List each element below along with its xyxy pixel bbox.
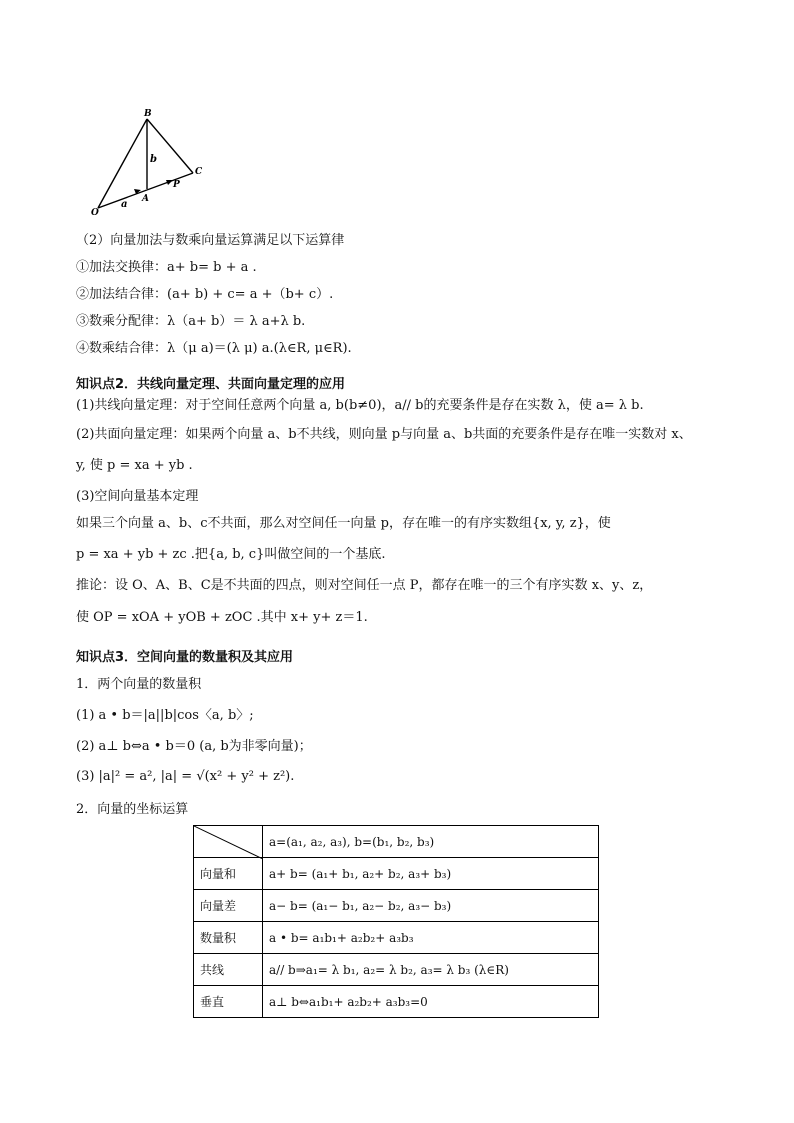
table-row-label: 共线 (194, 954, 263, 986)
kp2-line7: 使 OP = xOA + yOB + zOC .其中 x+ y+ z＝1. (76, 610, 368, 625)
label-O: O (91, 208, 99, 218)
kp3-sub1: 1．两个向量的数量积 (76, 677, 202, 692)
kp3-title: 知识点3．空间向量的数量积及其应用 (76, 650, 294, 665)
law-item-2: ②加法结合律：(a+ b) + c= a +（b+ c）. (76, 287, 334, 302)
arrow-AP (166, 180, 173, 185)
table-row-label: 向量差 (194, 890, 263, 922)
table-row-formula: a • b= a₁b₁+ a₂b₂+ a₃b₃ (263, 922, 599, 954)
table-row (194, 986, 599, 1018)
table-row-formula: a⊥ b⇔a₁b₁+ a₂b₂+ a₃b₃=0 (263, 986, 599, 1018)
kp2-line2a: (2)共面向量定理：如果两个向量 a、b不共线，则向量 p与向量 a、b共面的充要条件是存在唯一实数对 x、 (76, 427, 692, 442)
label-b: b (150, 154, 157, 165)
law-item-4: ④数乘结合律：λ（μ a)＝(λ μ) a.(λ∈R, μ∈R). (76, 341, 352, 356)
label-A: A (142, 194, 149, 204)
kp3-formula-2: (2) a⊥ b⇔a • b＝0 (a, b为非零向量)； (76, 739, 312, 754)
table-row-label: 数量积 (194, 922, 263, 954)
kp2-line2b: y, 使 p = xa + yb . (76, 458, 193, 473)
table-row (194, 954, 599, 986)
kp3-formula-3: (3) |a|² = a², |a| = √(x² + y² + z²). (76, 769, 295, 784)
coordinate-operations-table (193, 825, 599, 1018)
table-row-label: 垂直 (194, 986, 263, 1018)
kp2-line6: 推论：设 O、A、B、C是不共面的四点，则对空间任一点 P，都存在唯一的三个有序实数 x、y、z， (76, 578, 653, 593)
table-row-formula: a+ b= (a₁+ b₁, a₂+ b₂, a₃+ b₃) (263, 858, 599, 890)
kp3-formula-1: (1) a • b＝|a||b|cos〈a, b〉; (76, 708, 254, 723)
kp2-line1: (1)共线向量定理：对于空间任意两个向量 a, b(b≠0)，a// b的充要条件是存在实数 λ，使 a= λ b. (76, 398, 644, 413)
label-a: a (121, 199, 128, 210)
kp2-line4: 如果三个向量 a、b、c不共面，那么对空间任一向量 p，存在唯一的有序实数组{x, y, z}，使 (76, 516, 611, 531)
law-item-3: ③数乘分配律：λ（a+ b）＝ λ a+λ b. (76, 314, 306, 329)
table-row (194, 922, 599, 954)
kp3-sub2: 2．向量的坐标运算 (76, 802, 189, 817)
vector-triangle-figure (85, 105, 215, 220)
table-row-label: 向量和 (194, 858, 263, 890)
label-B: B (144, 109, 152, 119)
table-header-row (194, 826, 599, 858)
laws-heading: （2）向量加法与数乘向量运算满足以下运算律 (76, 233, 345, 248)
table-header-formula: a=(a₁, a₂, a₃), b=(b₁, b₂, b₃) (263, 826, 599, 858)
diagonal-line (194, 826, 263, 859)
kp2-line3: (3)空间向量基本定理 (76, 489, 199, 504)
table-corner-diagonal-cell (194, 826, 263, 858)
table-row-formula: a− b= (a₁− b₁, a₂− b₂, a₃− b₃) (263, 890, 599, 922)
kp2-line5: p = xa + yb + zc .把{a, b, c}叫做空间的一个基底. (76, 547, 386, 562)
table-row (194, 890, 599, 922)
table-row (194, 858, 599, 890)
kp2-title: 知识点2．共线向量定理、共面向量定理的应用 (76, 377, 346, 392)
edge-OB (98, 119, 147, 208)
label-C: C (195, 167, 203, 177)
law-item-1: ①加法交换律：a+ b= b + a . (76, 260, 257, 275)
table-row-formula: a// b⇒a₁= λ b₁, a₂= λ b₂, a₃= λ b₃ (λ∈R) (263, 954, 599, 986)
label-P: P (173, 180, 180, 190)
